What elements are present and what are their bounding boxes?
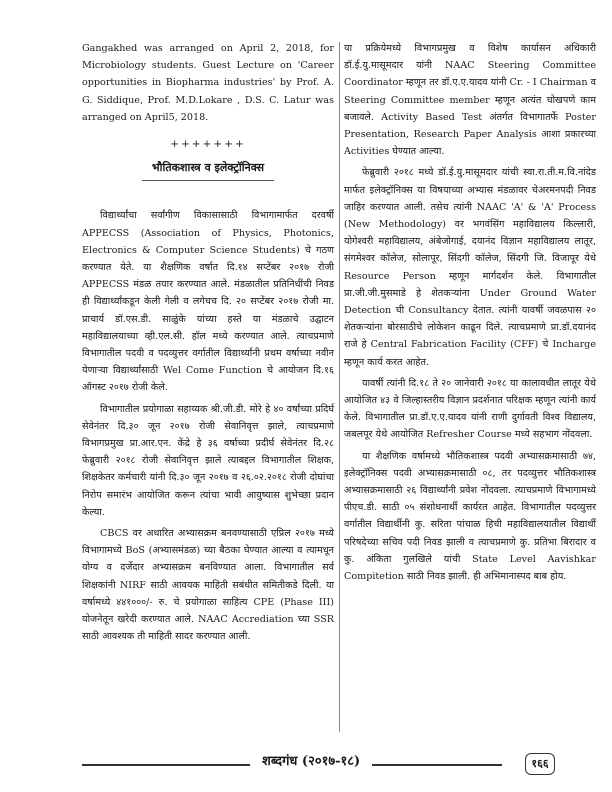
heading-underline [142,180,274,181]
left-column [82,40,334,646]
right-column [344,40,596,585]
body-paragraph: यावर्षी त्यांनी दि.१८ ते २० जानेवारी २०१८ या कालावधीत लातूर येथे आयोजित ४३ वे जिल्हास्तरीय विज्ञान प्रदर्शनात परिक्षक म्हणून त्यांनी कार्य केले. विभागातील प्रा.डॉ.ए.ए.यादव यांनी राणी दुर्गावती विश्व विद्यालय, जबलपूर येथे आयोजित Refresher Course मध्ये सहभाग नोंदवला. [344,377,596,441]
publication-title: शब्दगंध (२०१७-१८) [250,751,372,769]
section-heading: भौतिकशास्त्र व इलेक्ट्रॉनिक्स [151,161,265,175]
body-paragraph: फेब्रुवारी २०१८ मध्ये डॉ.ई.यु.मासूमदार यांची स्वा.रा.ती.म.वि.नांदेड मार्फत इलेक्ट्रॉनिक्स या विषयाच्या अभ्यास मंडळावर चेअरमनपदी निवड जाहिर करण्यात आली. तसेच त्यांनी NAAC 'A' & 'A' Process (New Methodology) वर भगवंसिंग महाविद्यालय किल्लारी, योगेश्वरी महाविद्यालय, अंबेजोगाई, दयानंद विज्ञान महाविद्यालय लातूर, संगमेश्वर कॉलेज, सोलापूर, सिंदगी कॉलेज, सिंदगी जि. विजापूर येथे Resource Person म्हणून मार्गदर्शन केले. विभागातील प्रा.जी.जी.मुसमाडे हे शेतकऱ्यांना Under Ground Water Detection ची Consultancy देतात. त्यांनी यावर्षी जवळपास २० शेतकऱ्यांना बोरसाठीचे लोकेशन काढून दिले. त्याचप्रमाणे प्रा.डॉ.दयानंद राजे हे Central Fabrication Facility (CFF) चे Incharge म्हणून कार्य करत आहेत. [344,167,596,368]
body-paragraph: या प्रक्रियेमध्ये विभागप्रमुख व विशेष कार्यासन अधिकारी डॉ.ई.यु.मासूमदार यांनी NAAC Steering Committee Coordinator म्हणून तर डॉ.ए.ए.यादव यांनी Cr. - I Chairman व Steering Committee member म्हणून अत्यंत चोखपणे काम बजावले. Activity Based Test अंतर्गत विभागातर्फे Poster Presentation, Research Paper Analysis आशा प्रकारच्या Activities घेण्यात आल्या. [344,43,596,158]
page-number: १६६ [525,753,555,775]
intro-paragraph: Gangakhed was arranged on April 2, 2018, for Microbiology students. Guest Lecture on 'Career opportunities in Biopharma industries' by Prof. A. G. Siddique, Prof. M.D.Lokare , D.S. C. Latur was arranged on April5, 2018. [82,43,334,123]
column-divider [339,42,340,732]
body-paragraph: विभागातील प्रयोगाळा सहाय्यक श्री.जी.डी. मोरे हे ४० वर्षांच्या प्रदिर्घ सेवेनंतर दि.३० जून २०१७ रोजी सेवानिवृत्त झाले, त्याचप्रमाणे विभागप्रमुख प्रा.आर.एन. केंद्रे हे ३६ वर्षाच्या प्रदीर्घ सेवेनंतर दि.२८ फेब्रुवारी २०१८ रोजी सेवानिवृत्त झाले त्याबद्दल विभागातील शिक्षक, शिक्षकेतर कर्मचारी यांनी दि.३० जून २०१७ व २६.०२.२०१८ रोजी दोघांचा निरोप समारंभ आयोजित करून त्यांचा भावी आयुष्यास शुभेच्छा प्रदान केल्या. [82,403,334,518]
body-paragraph: या शैक्षणिक वर्षामध्ये भौतिकशास्त्र पदवी अभ्यासक्रमासाठी ७४, इलेक्ट्रॉनिक्स पदवी अभ्यासक्रमासाठी ०८, तर पदव्युत्तर भौतिकशास्त्र अभ्यासक्रमासाठी २६ विद्यार्थ्यांनी प्रवेश नोंदवला. त्याचप्रमाणे विभागामध्ये पीएच.डी. साठी ०५ संशोधनार्थी कार्यरत आहेत. विभागातील पदव्युत्तर वर्गातील विद्यार्थीनी कु. सरिता पांचाळ हिची महाविद्यालयातील विद्यार्थी परिषदेच्या सचिव पदी निवड झाली व त्याचप्रमाणे कु. प्रतिभा बिरादार व कु. अंकिता गुलखिले यांची State Level Aavishkar Compitetion साठी निवड झाली. ही अभिमानास्पद बाब होय. [344,450,596,583]
page-footer [82,750,570,780]
body-paragraph: CBCS वर अधारित अभ्यासक्रम बनवण्यासाठी एप्रिल २०१७ मध्ये विभागामध्ये BoS (अभ्यासमंडळ) च्या बैठका घेण्यात आल्या व त्यामधून योग्य व दर्जेदार अभ्यासक्रम बनविण्यात आला. विभागातील सर्व शिक्षकांनी NIRF साठी आवयक माहिती सबंधीत समितीकडे दिली. या वर्षामध्ये ४४१०००/- रु. चे प्रयोगाळा साहित्य CPE (Phase III) योजनेतून खरेदी करण्यात आले. NAAC Accrediation च्या SSR साठी आवश्यक ती माहिती सादर करण्यात आली. [82,528,334,643]
section-separator: +++++++ [170,138,246,151]
body-paragraph: विद्यार्थ्यांचा सर्वांगीण विकासासाठी विभागामार्फत दरवर्षी APPECSS (Association of Physics, Photonics, Electronics & Computer Science Students) चे गठण करण्यात येते. या शैक्षणिक वर्षात दि.१४ सप्टेंबर २०१७ रोजी APPECSS मंडळ तयार करण्यात आले. मंडळातील प्रतिनिधींची निवड ही विद्यार्थ्यांकडून केली गेली व लगेचच दि. २० सप्टेंबर २०१७ रोजी मा. प्राचार्य डॉ.एस.डी. साळुंके यांच्या हस्ते या मंडळाचे उद्घाटन महाविद्यालयाच्या व्ही.एल.सी. हॉल मध्ये करण्यात आले. त्याचप्रमाणे विभागातील पदवी व पदव्युत्तर वर्गातील विद्यार्थ्यांनी प्रथम वर्षाच्या नवीन येणाऱ्या विद्यार्थ्यांसाठी Wel Come Function चे आयोजन दि.१६ ऑगस्ट २०१७ रोजी केले. [82,210,334,394]
